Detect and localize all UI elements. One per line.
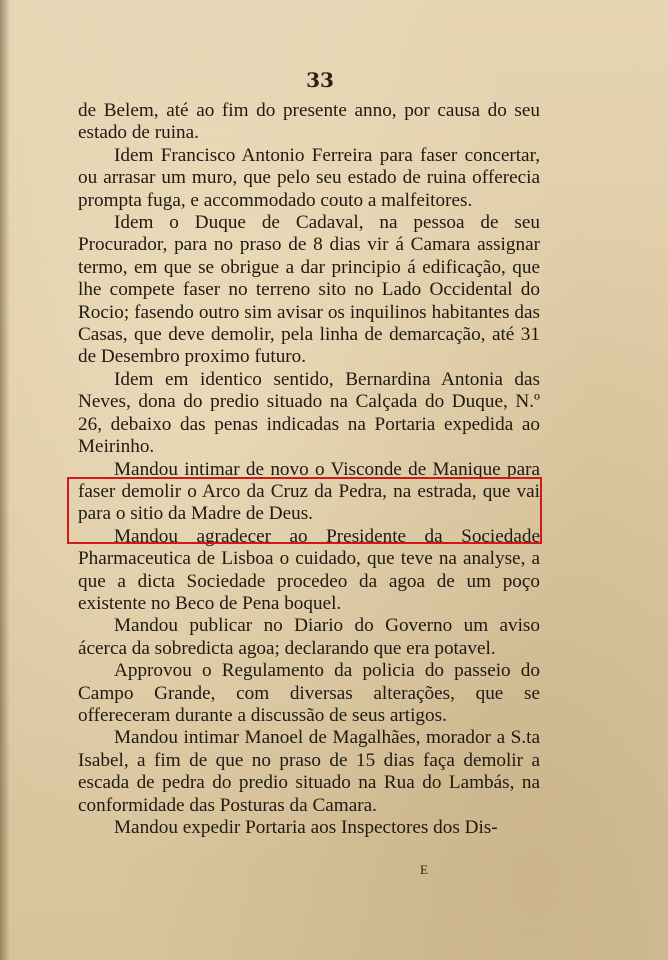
paragraph-4: Idem em identico sentido, Bernardina Antonia das Neves, dona do predio situado na Calçada do Duque, N.º 26, debaixo das penas indicadas na Portaria expedida ao Meirinho. bbox=[78, 368, 540, 458]
highlight-box bbox=[67, 477, 542, 544]
paragraph-1: de Belem, até ao fim do presente anno, por causa do seu estado de ruina. bbox=[78, 100, 540, 144]
paragraph-10: Mandou expedir Portaria aos Inspectores dos Dis- bbox=[114, 817, 498, 838]
page-number: 33 bbox=[306, 68, 334, 92]
signature-mark: E bbox=[420, 862, 428, 877]
paragraph-7: Mandou publicar no Diario do Governo um aviso ácerca da sobredicta agoa; declarando que era potavel. bbox=[78, 615, 540, 659]
paragraph-3: Idem o Duque de Cadaval, na pessoa de seu Procurador, para no praso de 8 dias vir á Camara assignar termo, em que se obrigue a dar principio á edificação, que lhe compete faser no terreno sito no Lado Occidental do Rocio; fasendo outro sim avisar os inquilinos habitantes das Casas, que deve demolir, pela linha de demarcação, até 31 de Desembro proximo futuro. bbox=[78, 212, 540, 368]
paragraph-9: Mandou intimar Manoel de Magalhães, morador a S.ta Isabel, a fim de que no praso de 15 dias faça demolir a escada de pedra do predio situado na Rua do Lambás, na conformidade das Posturas da Camara. bbox=[78, 727, 540, 816]
paragraph-5-highlighted: Mandou intimar de novo o Visconde de Manique para faser demolir o Arco da Cruz da Pedra, na estrada, que vai para o sitio da Madre de Deus. bbox=[78, 458, 540, 525]
paragraph-6: Mandou agradecer ao Presidente da Sociedade Pharmaceutica de Lisboa o cuidado, que teve na analyse, a que a dicta Sociedade procedeo da agoa de um poço existente no Beco de Pena boquel. bbox=[78, 525, 540, 614]
page-text bbox=[78, 100, 540, 839]
page-gutter-shadow bbox=[0, 0, 10, 960]
paragraph-8: Approvou o Regulamento da policia do passeio do Campo Grande, com diversas alterações, que se offereceram durante a discussão de seus artigos. bbox=[78, 660, 540, 726]
paragraph-2: Idem Francisco Antonio Ferreira para faser concertar, ou arrasar um muro, que pelo seu estado de ruina offerecia prompta fuga, e accommodado couto a malfeitores. bbox=[78, 144, 540, 211]
